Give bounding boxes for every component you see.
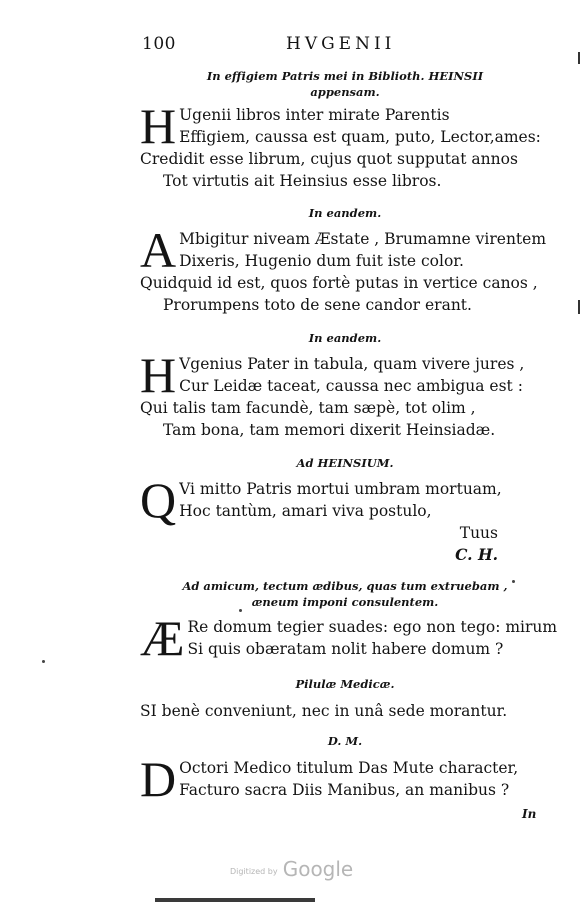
verse-line: Octori Medico titulum Das Mute character, [179, 759, 519, 777]
poem-title-cont: appensam. [310, 85, 380, 99]
poem-d-m [140, 733, 550, 807]
verse-line: Hoc tantùm, amari viva postulo, [179, 502, 432, 520]
verse-line: Facturo sacra Diis Manibus, an manibus ? [179, 781, 510, 799]
watermark-prefix: Digitized by [230, 867, 278, 876]
drop-initial: H [140, 98, 177, 154]
page-bottom-edge [155, 898, 315, 902]
verse-line: Re domum tegier suades: ego non tego: mirum [187, 618, 558, 636]
verse-line: Ugenii libros inter mirate Parentis [179, 106, 450, 124]
ink-speck [512, 580, 515, 583]
poem-pilulae-medicae [140, 676, 550, 722]
verse-line: Vgenius Pater in tabula, quam vivere jures , [179, 355, 525, 373]
poem-title: Ad amicum, tectum ædibus, quas tum extruebam , [182, 579, 508, 593]
margin-mark [578, 300, 580, 314]
page-number: 100 [142, 34, 176, 54]
poem-in-eandem-2 [140, 330, 550, 441]
poem-effigiem [140, 68, 550, 192]
poem-title: In eandem. [308, 331, 382, 345]
ink-speck [239, 609, 242, 612]
signature-word: Tuus [459, 524, 498, 542]
verse-line: Mbigitur niveam Æstate , Brumamne virentem [179, 230, 547, 248]
catchword: In [522, 807, 537, 821]
poem-title: Ad HEINSIUM. [296, 456, 394, 470]
verse-line: Effigiem, caussa est quam, puto, Lector,ames: [179, 128, 541, 146]
verse-line: Tot virtutis ait Heinsius esse libros. [163, 172, 442, 190]
verse-line: Tam bona, tam memori dixerit Heinsiadæ. [163, 421, 496, 439]
verse-line: SI benè conveniunt, nec in unâ sede morantur. [140, 702, 508, 720]
poem-title-cont: æneum imponi consulentem. [251, 595, 439, 609]
verse-line: Cur Leidæ taceat, caussa nec ambigua est : [179, 377, 523, 395]
poem-ad-heinsium [140, 455, 550, 566]
poem-title: D. M. [327, 734, 363, 748]
margin-mark [578, 52, 580, 64]
drop-initial: Q [140, 472, 177, 528]
drop-initial: Æ [140, 610, 185, 666]
drop-initial: D [140, 751, 177, 807]
poem-title: Pilulæ Medicæ. [295, 677, 395, 691]
verse-line: Dixeris, Hugenio dum fuit iste color. [179, 252, 464, 270]
poem-title: In effigiem Patris mei in Biblioth. HEINSII [206, 69, 484, 83]
verse-line: Quidquid id est, quos fortè putas in vertice canos , [140, 274, 538, 292]
verse-line: Si quis obæratam nolit habere domum ? [187, 640, 504, 658]
running-head [138, 34, 534, 54]
drop-initial: H [140, 347, 177, 403]
watermark-brand: Google [282, 857, 354, 881]
verse-line: Vi mitto Patris mortui umbram mortuam, [179, 480, 502, 498]
verse-line: Qui talis tam facundè, tam sæpè, tot olim , [140, 399, 476, 417]
poem-ad-amicum [140, 578, 558, 666]
google-watermark [230, 857, 353, 881]
verse-line: Credidit esse librum, cujus quot supputat annos [140, 150, 518, 168]
running-title: HVGENII [286, 34, 396, 54]
poem-in-eandem-1 [140, 205, 550, 316]
poem-title: In eandem. [308, 206, 382, 220]
signature-initials: C. H. [455, 545, 498, 564]
verse-line: Prorumpens toto de sene candor erant. [163, 296, 472, 314]
ink-speck [42, 660, 45, 663]
drop-initial: A [140, 222, 177, 278]
